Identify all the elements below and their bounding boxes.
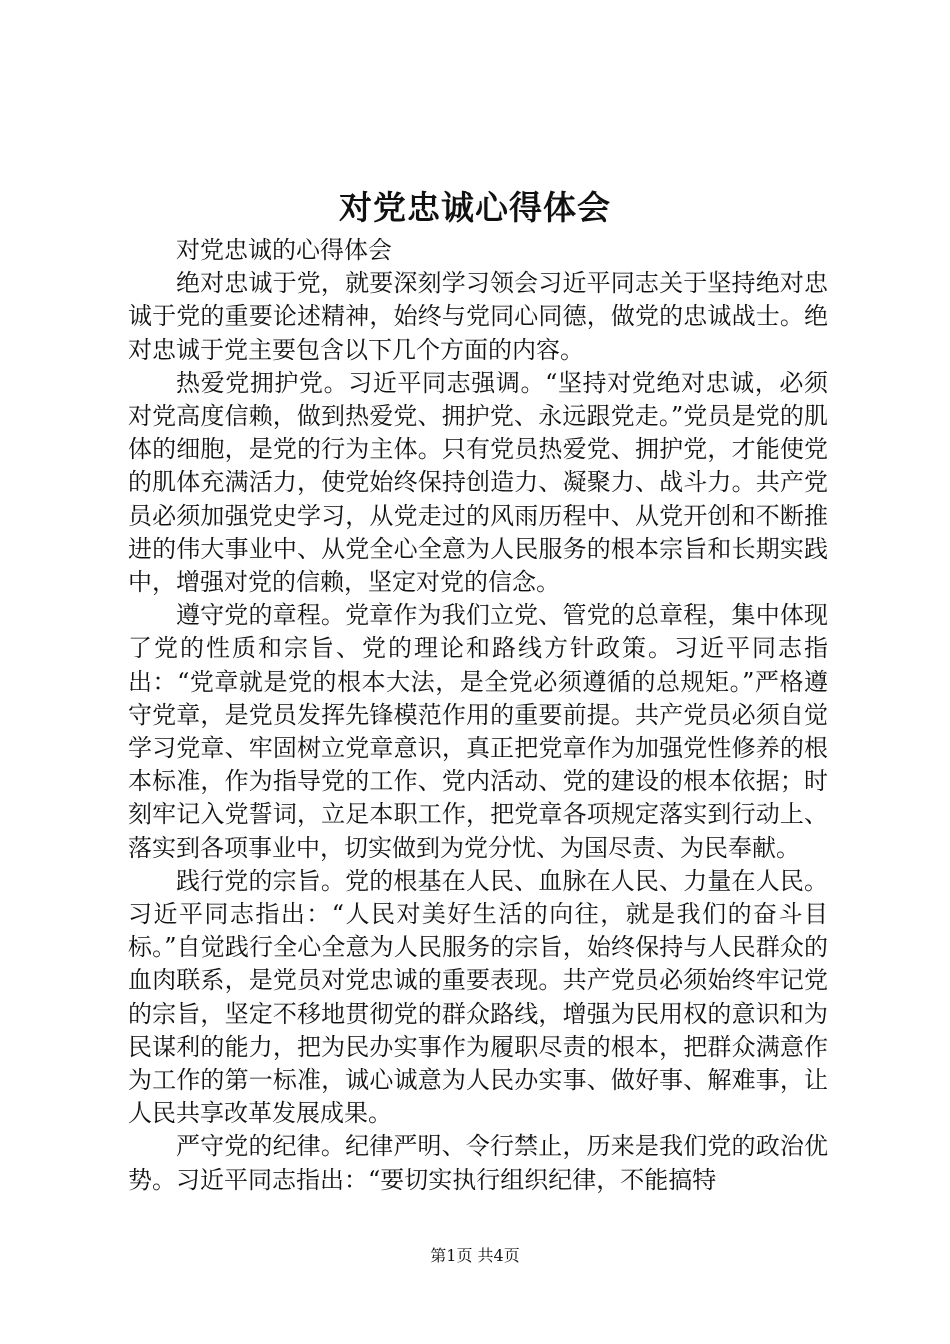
paragraph: 践行党的宗旨。党的根基在人民、血脉在人民、力量在人民。习近平同志指出：“人民对美好生活的向往，就是我们的奋斗目标。”自觉践行全心全意为人民服务的宗旨，始终保持与人民群众的血肉联系，是党员对党忠诚的重要表现。共产党员必须始终牢记党的宗旨，坚定不移地贯彻党的群众路线，增强为民用权的意识和为民谋利的能力，把为民办实事作为履职尽责的根本，把群众满意作为工作的第一标准，诚心诚意为人民办实事、做好事、解难事，让人民共享改革发展成果。 <box>128 866 828 1128</box>
paragraph: 遵守党的章程。党章作为我们立党、管党的总章程，集中体现了党的性质和宗旨、党的理论和路线方针政策。习近平同志指出：“党章就是党的根本大法，是全党必须遵循的总规矩。”严格遵守党章，是党员发挥先锋模范作用的重要前提。共产党员必须自觉学习党章、牢固树立党章意识，真正把党章作为加强党性修养的根本标准，作为指导党的工作、党内活动、党的建设的根本依据；时刻牢记入党誓词，立足本职工作，把党章各项规定落实到行动上、落实到各项事业中，切实做到为党分忧、为国尽责、为民奉献。 <box>128 601 828 862</box>
page-footer: 第1页 共4页 <box>430 1246 520 1265</box>
paragraph: 热爱党拥护党。习近平同志强调。“坚持对党绝对忠诚，必须对党高度信赖，做到热爱党、拥护党、永远跟党走。”党员是党的肌体的细胞，是党的行为主体。只有党员热爱党、拥护党，才能使党的肌体充满活力，使党始终保持创造力、凝聚力、战斗力。共产党员必须加强党史学习，从党走过的风雨历程中、从党开创和不断推进的伟大事业中、从党全心全意为人民服务的根本宗旨和长期实践中，增强对党的信赖，坚定对党的信念。 <box>128 368 828 597</box>
document-body <box>128 234 828 1197</box>
document-title: 对党忠诚心得体会 <box>339 188 611 227</box>
paragraph: 绝对忠诚于党，就要深刻学习领会习近平同志关于坚持绝对忠诚于党的重要论述精神，始终与党同心同德，做党的忠诚战士。绝对忠诚于党主要包含以下几个方面的内容。 <box>128 269 828 364</box>
paragraph-subtitle: 对党忠诚的心得体会 <box>176 236 392 264</box>
paragraph: 严守党的纪律。纪律严明、令行禁止，历来是我们党的政治优势。习近平同志指出：“要切实执行组织纪律，不能搞特 <box>128 1132 828 1194</box>
